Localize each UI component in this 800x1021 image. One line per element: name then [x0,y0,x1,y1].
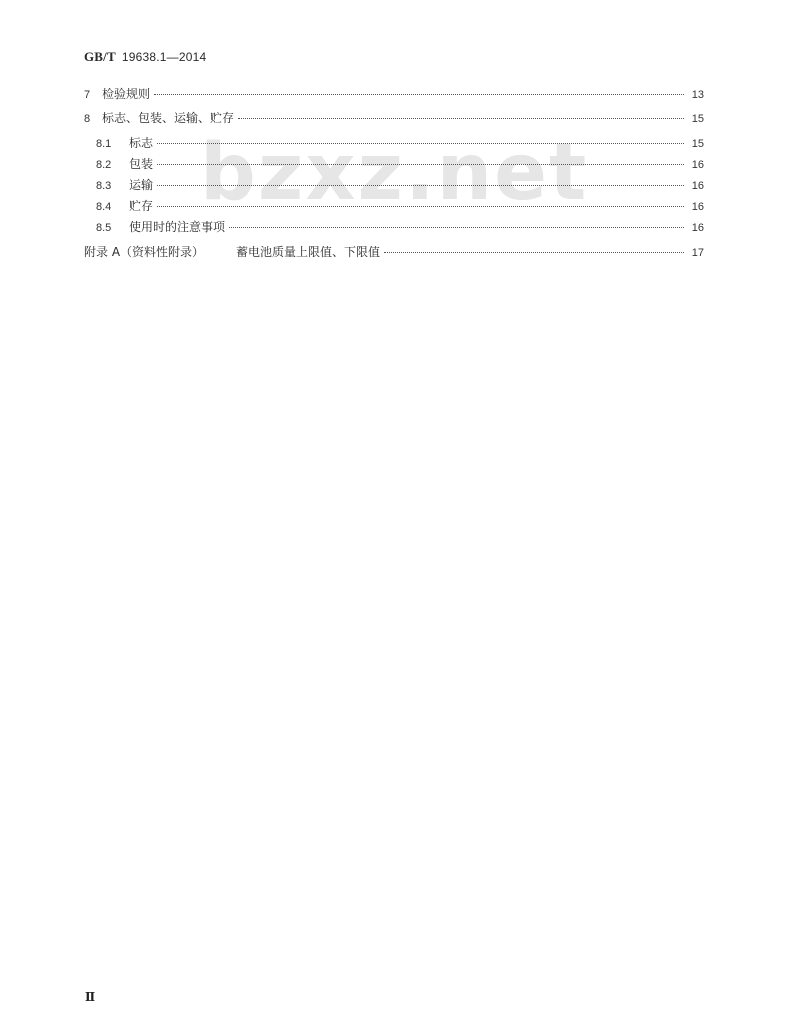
dot-leader [229,226,684,228]
toc-entry-number: 7 [84,89,91,101]
toc-entry-title: 标志 [129,136,154,150]
toc-entry-page: 16 [691,222,704,234]
toc-entry-number: 8.2 [96,159,112,171]
standard-prefix: GB/T [84,49,116,64]
toc-entry-title: 运输 [129,178,154,192]
dot-leader [238,117,684,119]
toc-entry[interactable] [84,86,704,102]
toc-entry-number: 8.5 [96,222,112,234]
toc-entry-number: 8.1 [96,138,112,150]
dot-leader [157,205,684,207]
toc-entry-number: 8.3 [96,180,112,192]
toc-entry[interactable] [96,198,704,214]
standard-number: 19638.1—2014 [121,50,207,64]
page-number: Ⅱ [85,990,96,1004]
toc-entry[interactable] [84,110,704,126]
toc-entry-number: 8 [84,113,91,125]
toc-entry-page: 17 [691,247,704,259]
toc-entry-title: 使用时的注意事项 [129,220,226,234]
dot-leader [384,251,684,253]
watermark-text: bzxz.net [200,128,589,218]
toc-entry-title: 检验规则 [102,87,151,101]
toc-entry-page: 16 [691,201,704,213]
toc-entry-page: 15 [691,138,704,150]
toc-entry-page: 15 [691,113,704,125]
toc-entry[interactable] [96,156,704,172]
toc-entry[interactable] [96,135,704,151]
toc-entry-page: 16 [691,180,704,192]
toc-entry-page: 16 [691,159,704,171]
dot-leader [157,163,684,165]
dot-leader [157,184,684,186]
toc-entry[interactable] [96,219,704,235]
toc-entry-title: 蓄电池质量上限值、下限值 [236,245,381,259]
toc-entry-number: 8.4 [96,201,112,213]
dot-leader [157,142,684,144]
toc-entry[interactable] [96,177,704,193]
toc-entry-page: 13 [691,89,704,101]
document-header [84,49,206,65]
toc-entry-number: 附录 A（资料性附录） [84,245,205,259]
toc-entry-title: 包装 [129,157,154,171]
toc-entry-title: 标志、包装、运输、贮存 [102,111,235,125]
dot-leader [154,93,684,95]
toc-entry-title: 贮存 [129,199,154,213]
toc-entry-appendix[interactable] [84,244,704,260]
